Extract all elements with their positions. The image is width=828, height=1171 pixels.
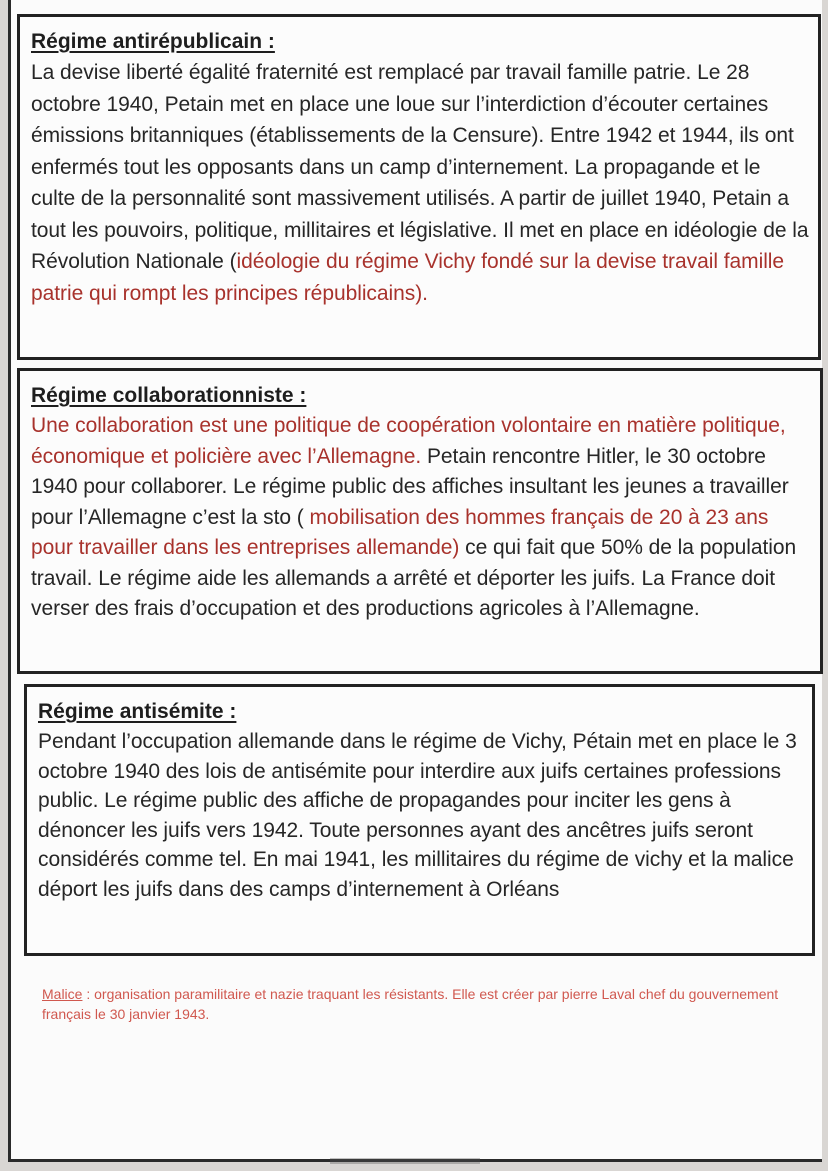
section-body [31,57,810,309]
section-antisemite [24,684,815,956]
section-title: Régime antisémite : [38,700,237,723]
body-text: La devise liberté égalité fraternité est remplacé par travail famille patrie. Le 28 octobre 1940, Petain met en place une loue sur l’interdiction d’écouter certaines émissions britanniques (établissements de la Censure). Entre 1942 et 1944, ils ont enfermés tout les opposants dans un camp d’internement. La propagande et le culte de la personnalité sont massivement utilisés. A partir de juillet 1940, Petain a tout les pouvoirs, politique, millitaires et législative. Il met en place en idéologie de la Révolution Nationale ( [31,61,809,273]
body-text: ce qui fait que 50% de la population travail. Le régime aide les allemands a arrêté et déporter les juifs. La France doit verser des frais d’occupation et des productions agricoles à l’Allemagne. [31,536,797,620]
footnote [42,984,802,1024]
section-collaborationniste [17,368,823,674]
body-text: Petain rencontre Hitler, le 30 octobre 1940 pour collaborer. Le régime public des affiches insultant les jeunes a travailler pour l’Allemagne c’est la sto ( [31,444,789,529]
section-body: Pendant l’occupation allemande dans le régime de Vichy, Pétain met en place le 3 octobre 1940 des lois de antisémite pour interdire aux juifs certaines professions public. Le régime public des affiche de propagandes pour inciter les gens à dénoncer les juifs vers 1942. Toute personnes ayant des ancêtres juifs seront considérés comme tel. En mai 1941, les millitaires du régime de vichy et la malice déport les juifs dans des camps d’internement à Orléans [38,730,797,901]
section-title: Régime collaborationniste : [31,384,307,407]
definition-text: idéologie du régime Vichy fondé sur la devise travail famille patrie qui rompt les principes républicains). [31,250,785,305]
section-antirepublicain [17,14,821,360]
footnote-text: : organisation paramilitaire et nazie traquant les résistants. Elle est créer par pierre Laval chef du gouvernement français le 30 janvier 1943. [42,986,779,1022]
scan-artifact [330,1158,480,1164]
section-title: Régime antirépublicain : [31,30,275,53]
definition-text: Une collaboration est une politique de coopération volontaire en matière politique, économique et policière avec l’Allemagne. [31,414,786,468]
definition-text: mobilisation des hommes français de 20 à 23 ans pour travailler dans les entreprises allemande) [31,505,769,559]
footnote-term: Malice [42,986,83,1002]
section-body [31,411,812,625]
